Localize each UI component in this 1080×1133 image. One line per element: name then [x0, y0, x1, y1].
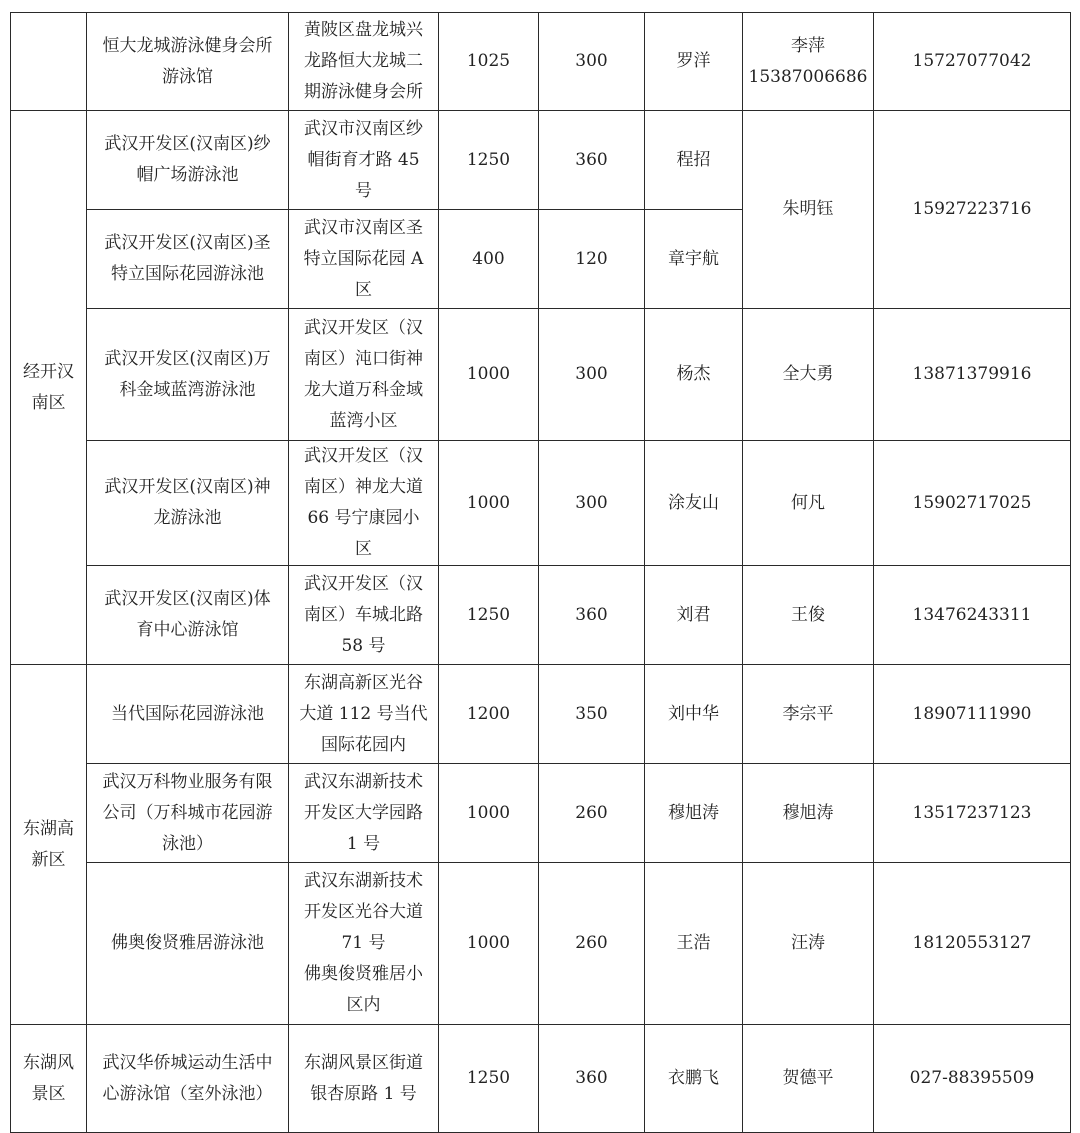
- pool-name-cell: 武汉开发区(汉南区)神龙游泳池: [87, 441, 289, 566]
- supervisor-cell: 何凡: [743, 441, 874, 566]
- pool-name-cell: 武汉开发区(汉南区)纱帽广场游泳池: [87, 111, 289, 210]
- supervisor-cell: 汪涛: [743, 863, 874, 1025]
- pool-area-cell: 1250: [439, 566, 539, 665]
- phone-cell: 13476243311: [874, 566, 1071, 665]
- contact-person-cell: 章宇航: [645, 210, 743, 309]
- pool-area-cell: 1200: [439, 665, 539, 764]
- table-row: [11, 309, 1071, 441]
- phone-cell: 15927223716: [874, 111, 1071, 309]
- pool-name-cell: 武汉华侨城运动生活中心游泳馆（室外泳池）: [87, 1025, 289, 1133]
- pool-address-cell: 东湖高新区光谷大道 112 号当代国际花园内: [289, 665, 439, 764]
- district-cell: 东湖风景区: [11, 1025, 87, 1133]
- table-row: [11, 111, 1071, 210]
- pool-address-cell: 武汉开发区（汉南区）神龙大道 66 号宁康园小区: [289, 441, 439, 566]
- pool-capacity-cell: 300: [539, 441, 645, 566]
- pool-area-cell: 1000: [439, 309, 539, 441]
- pool-capacity-cell: 260: [539, 764, 645, 863]
- phone-cell: 13517237123: [874, 764, 1071, 863]
- supervisor-cell: 朱明钰: [743, 111, 874, 309]
- pool-name-cell: 佛奥俊贤雅居游泳池: [87, 863, 289, 1025]
- pool-capacity-cell: 300: [539, 13, 645, 111]
- pool-capacity-cell: 360: [539, 566, 645, 665]
- pool-name-cell: 武汉万科物业服务有限公司（万科城市花园游泳池）: [87, 764, 289, 863]
- contact-person-cell: 衣鹏飞: [645, 1025, 743, 1133]
- pool-address-cell: 武汉开发区（汉南区）沌口街神龙大道万科金域蓝湾小区: [289, 309, 439, 441]
- district-cell-empty: [11, 13, 87, 111]
- district-cell: 经开汉南区: [11, 111, 87, 665]
- table-row: [11, 13, 1071, 111]
- contact-person-cell: 刘君: [645, 566, 743, 665]
- phone-cell: 15902717025: [874, 441, 1071, 566]
- pool-area-cell: 1250: [439, 111, 539, 210]
- contact-person-cell: 王浩: [645, 863, 743, 1025]
- pool-address-cell: [289, 863, 439, 1025]
- table-row: [11, 764, 1071, 863]
- contact-person-cell: 程招: [645, 111, 743, 210]
- supervisor-cell: 王俊: [743, 566, 874, 665]
- pool-area-cell: 1000: [439, 863, 539, 1025]
- contact-person-cell: 罗洋: [645, 13, 743, 111]
- supervisor-cell: [743, 13, 874, 111]
- pool-area-cell: 1025: [439, 13, 539, 111]
- pool-address-cell: 东湖风景区街道银杏原路 1 号: [289, 1025, 439, 1133]
- pool-area-cell: 1000: [439, 441, 539, 566]
- pool-address-cell: 武汉开发区（汉南区）车城北路 58 号: [289, 566, 439, 665]
- address-line-2: 佛奥俊贤雅居小区内: [304, 964, 423, 1015]
- swimming-pool-table: [10, 12, 1071, 1133]
- pool-capacity-cell: 350: [539, 665, 645, 764]
- contact-person-cell: 刘中华: [645, 665, 743, 764]
- district-cell: 东湖高新区: [11, 665, 87, 1025]
- pool-address-cell: 武汉市汉南区圣特立国际花园 A 区: [289, 210, 439, 309]
- supervisor-cell: 贺德平: [743, 1025, 874, 1133]
- pool-address-cell: 武汉市汉南区纱帽街育才路 45 号: [289, 111, 439, 210]
- supervisor-cell: 穆旭涛: [743, 764, 874, 863]
- pool-name-cell: 武汉开发区(汉南区)万科金域蓝湾游泳池: [87, 309, 289, 441]
- pool-capacity-cell: 360: [539, 1025, 645, 1133]
- pool-name-cell: 武汉开发区(汉南区)圣特立国际花园游泳池: [87, 210, 289, 309]
- pool-address-cell: 武汉东湖新技术开发区大学园路 1 号: [289, 764, 439, 863]
- pool-area-cell: 1000: [439, 764, 539, 863]
- contact-person-cell: 杨杰: [645, 309, 743, 441]
- pool-name-cell: 当代国际花园游泳池: [87, 665, 289, 764]
- pool-area-cell: 1250: [439, 1025, 539, 1133]
- pool-capacity-cell: 360: [539, 111, 645, 210]
- supervisor-name: 李萍: [791, 35, 825, 56]
- phone-cell: 13871379916: [874, 309, 1071, 441]
- table-row: [11, 566, 1071, 665]
- contact-person-cell: 涂友山: [645, 441, 743, 566]
- pool-address-cell: 黄陂区盘龙城兴龙路恒大龙城二期游泳健身会所: [289, 13, 439, 111]
- contact-person-cell: 穆旭涛: [645, 764, 743, 863]
- pool-capacity-cell: 120: [539, 210, 645, 309]
- table-row: [11, 441, 1071, 566]
- pool-name-cell: 武汉开发区(汉南区)体育中心游泳馆: [87, 566, 289, 665]
- phone-cell: 18907111990: [874, 665, 1071, 764]
- pool-area-cell: 400: [439, 210, 539, 309]
- phone-cell: 027-88395509: [874, 1025, 1071, 1133]
- pool-capacity-cell: 300: [539, 309, 645, 441]
- supervisor-cell: 李宗平: [743, 665, 874, 764]
- table-row: [11, 665, 1071, 764]
- pool-name-cell: 恒大龙城游泳健身会所游泳馆: [87, 13, 289, 111]
- phone-cell: 15727077042: [874, 13, 1071, 111]
- table-row: [11, 863, 1071, 1025]
- table-row: [11, 1025, 1071, 1133]
- phone-cell: 18120553127: [874, 863, 1071, 1025]
- supervisor-phone: 15387006686: [748, 66, 868, 87]
- supervisor-cell: 全大勇: [743, 309, 874, 441]
- address-line-1: 武汉东湖新技术开发区光谷大道 71 号: [304, 871, 423, 953]
- pool-capacity-cell: 260: [539, 863, 645, 1025]
